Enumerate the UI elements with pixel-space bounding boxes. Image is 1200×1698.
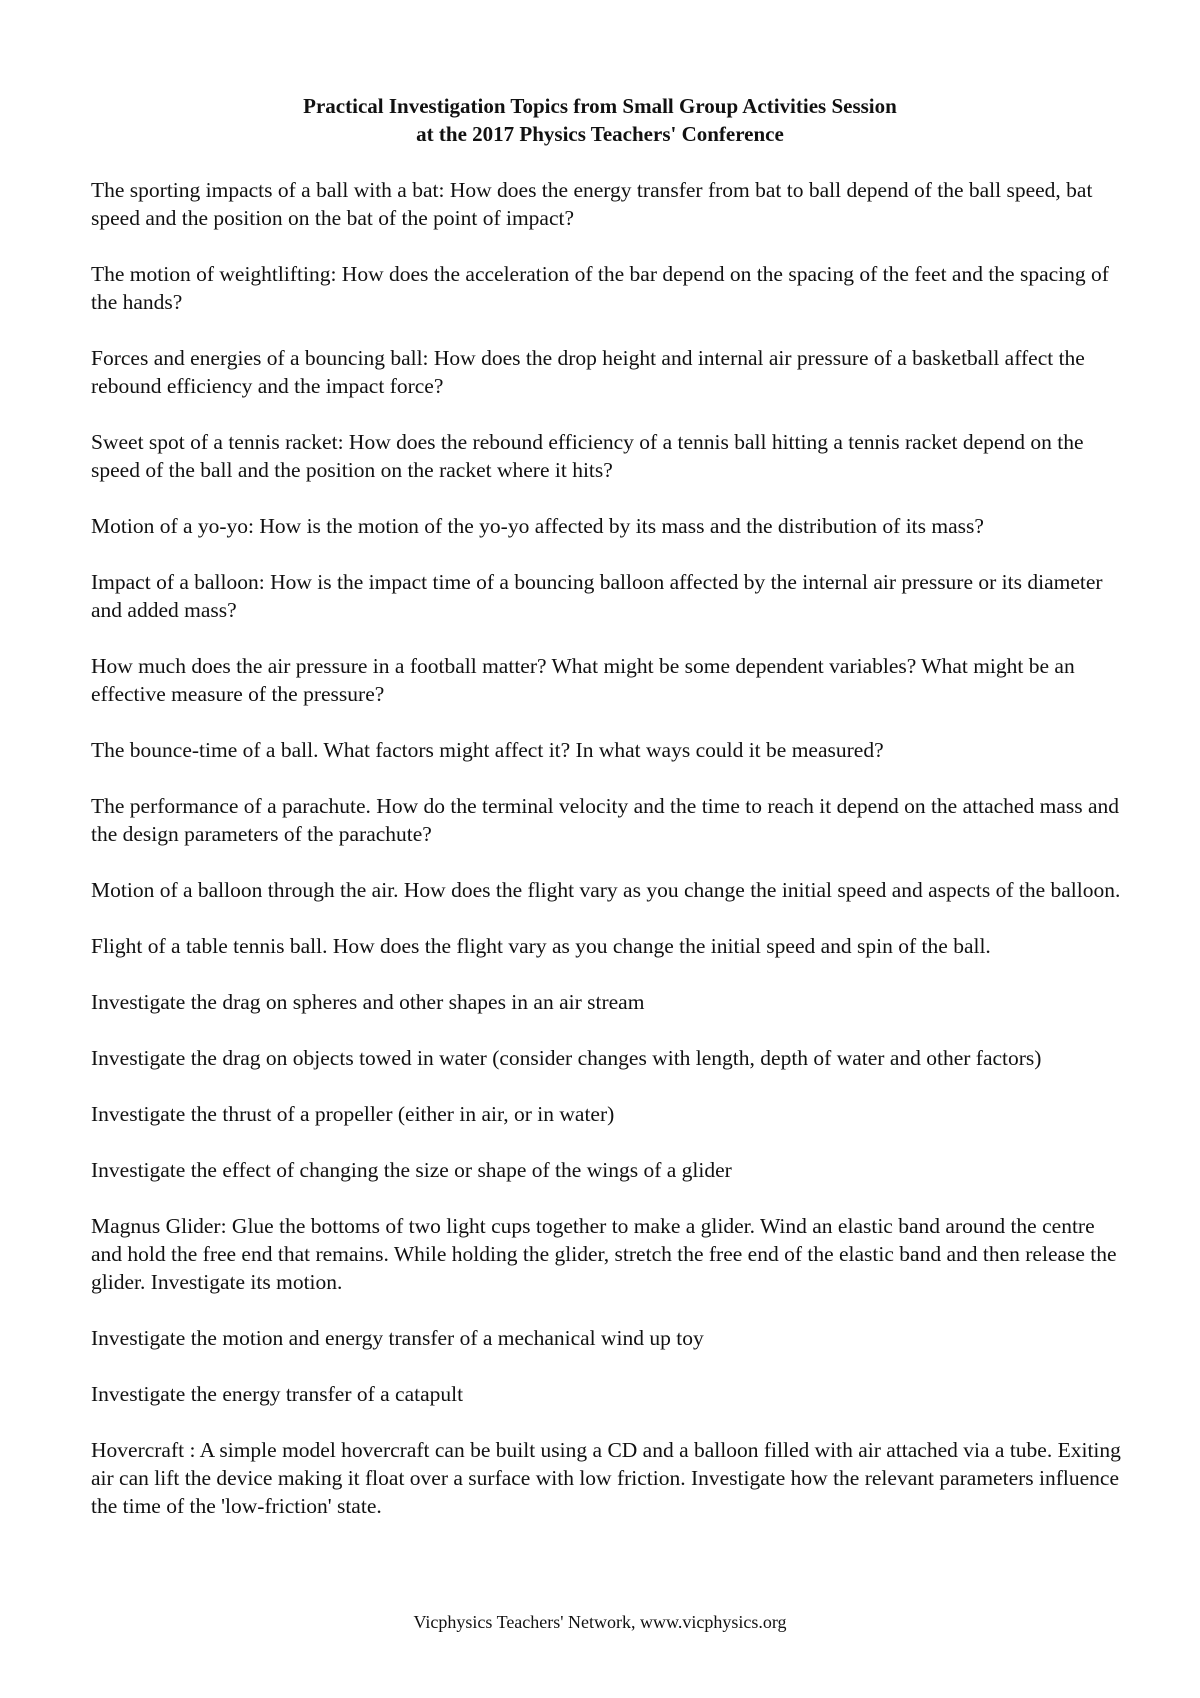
topic-paragraph: Flight of a table tennis ball. How does the flight vary as you change the initial speed and spin of the ball. bbox=[91, 934, 991, 958]
topic-paragraph: Forces and energies of a bouncing ball: How does the drop height and internal air pressure of a basketball affect the rebound efficiency and the impact force? bbox=[91, 346, 1085, 398]
footer-credit: Vicphysics Teachers' Network, www.vicphysics.org bbox=[413, 1612, 787, 1632]
topic-paragraph: Investigate the effect of changing the size or shape of the wings of a glider bbox=[91, 1158, 732, 1182]
topic-paragraph: The performance of a parachute. How do the terminal velocity and the time to reach it depend on the attached mass and the design parameters of the parachute? bbox=[91, 794, 1120, 846]
topic-list bbox=[91, 176, 1121, 1548]
topic-paragraph: Investigate the motion and energy transfer of a mechanical wind up toy bbox=[91, 1326, 704, 1350]
title-line-1: Practical Investigation Topics from Small Group Activities Session bbox=[303, 94, 897, 118]
document-title bbox=[0, 92, 1200, 148]
topic-paragraph: Investigate the thrust of a propeller (either in air, or in water) bbox=[91, 1102, 615, 1126]
topic-paragraph: The motion of weightlifting: How does the acceleration of the bar depend on the spacing of the feet and the spacing of the hands? bbox=[91, 262, 1109, 314]
topic-paragraph: The sporting impacts of a ball with a bat: How does the energy transfer from bat to ball depend of the ball speed, bat speed and the position on the bat of the point of impact? bbox=[91, 178, 1093, 230]
topic-paragraph: The bounce-time of a ball. What factors might affect it? In what ways could it be measured? bbox=[91, 738, 884, 762]
topic-paragraph: Investigate the energy transfer of a catapult bbox=[91, 1382, 464, 1406]
topic-paragraph: Investigate the drag on objects towed in water (consider changes with length, depth of water and other factors) bbox=[91, 1046, 1042, 1070]
topic-paragraph: Motion of a yo-yo: How is the motion of the yo-yo affected by its mass and the distribution of its mass? bbox=[91, 514, 984, 538]
topic-paragraph: Magnus Glider: Glue the bottoms of two light cups together to make a glider. Wind an elastic band around the centre and hold the free end that remains. While holding the glider, stretch the free end of the elastic band and then release the glider. Investigate its motion. bbox=[91, 1214, 1117, 1294]
topic-paragraph: How much does the air pressure in a football matter? What might be some dependent variables? What might be an effective measure of the pressure? bbox=[91, 654, 1075, 706]
title-line-2: at the 2017 Physics Teachers' Conference bbox=[416, 122, 784, 146]
topic-paragraph: Sweet spot of a tennis racket: How does the rebound efficiency of a tennis ball hitting a tennis racket depend on the speed of the ball and the position on the racket where it hits? bbox=[91, 430, 1084, 482]
topic-paragraph: Investigate the drag on spheres and other shapes in an air stream bbox=[91, 990, 645, 1014]
topic-paragraph: Impact of a balloon: How is the impact time of a bouncing balloon affected by the internal air pressure or its diameter and added mass? bbox=[91, 570, 1103, 622]
topic-paragraph: Hovercraft : A simple model hovercraft can be built using a CD and a balloon filled with air attached via a tube. Exiting air can lift the device making it float over a surface with low friction. Investigate how the relevant parameters influence the time of the 'low-friction' state. bbox=[91, 1438, 1121, 1518]
topic-paragraph: Motion of a balloon through the air. How does the flight vary as you change the initial speed and aspects of the balloon. bbox=[91, 878, 1121, 902]
